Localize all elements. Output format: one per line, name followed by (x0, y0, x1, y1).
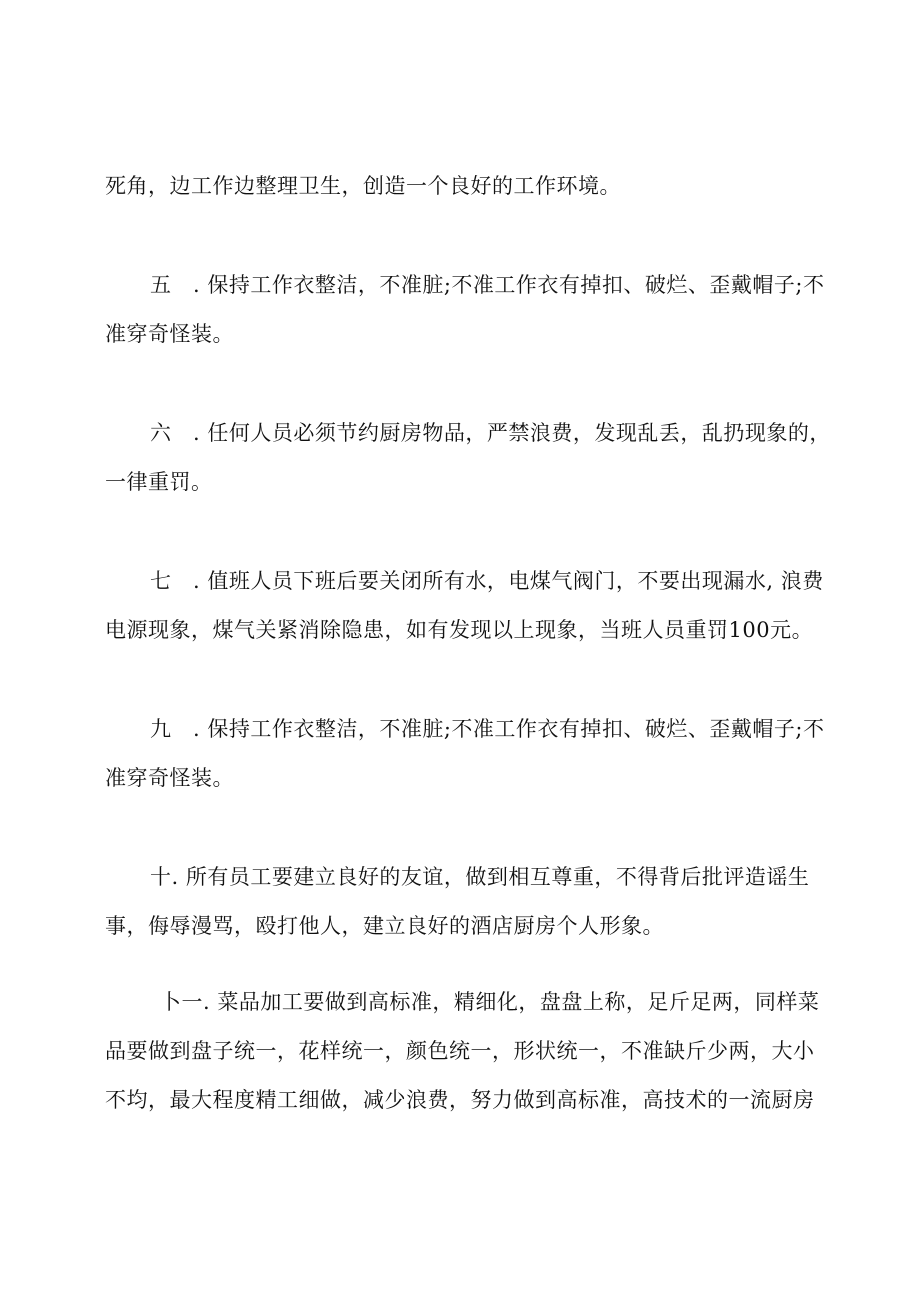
text-line: 不均，最大程度精工细做，减少浪费，努力做到高标准，高技术的一流厨房 (105, 1088, 815, 1112)
text-line: 品要做到盘子统一，花样统一，颜色统一，形状统一，不准缺斤少两，大小 (105, 1039, 815, 1063)
paragraph-item-9 (105, 705, 825, 803)
paragraph-item-11 (105, 978, 821, 1125)
text-line: 准穿奇怪装。 (105, 322, 234, 346)
text-line: 六 . 任何人员必须节约厨房物品，严禁浪费，发现乱丢，乱扔现象的， (150, 421, 831, 445)
paragraph-item-6 (105, 409, 831, 507)
paragraph-item-5 (105, 261, 825, 359)
paragraph-continuation (105, 162, 821, 211)
paragraph-item-10 (105, 853, 821, 951)
text-line: 一律重罚。 (105, 470, 213, 494)
paragraph-item-7 (105, 557, 824, 655)
text-line: 死角，边工作边整理卫生，创造一个良好的工作环境。 (105, 174, 621, 198)
text-line: 电源现象，煤气关紧消除隐患，如有发现以上现象，当班人员重罚100元。 (105, 618, 814, 642)
text-line: 十. 所有员工要建立良好的友谊，做到相互尊重，不得背后批评造谣生 (150, 865, 810, 889)
text-line: 卜一. 菜品加工要做到高标准，精细化，盘盘上称，足斤足两，同样菜 (160, 990, 820, 1014)
text-line: 五 . 保持工作衣整洁，不准脏;不准工作衣有掉扣、破烂、歪戴帽子;不 (150, 273, 825, 297)
text-line: 七 . 值班人员下班后要关闭所有水，电煤气阀门，不要出现漏水, 浪费 (150, 569, 824, 593)
text-line: 事，侮辱漫骂，殴打他人，建立良好的酒店厨房个人形象。 (105, 914, 664, 938)
text-line: 准穿奇怪装。 (105, 766, 234, 790)
text-line: 九 . 保持工作衣整洁，不准脏;不准工作衣有掉扣、破烂、歪戴帽子;不 (150, 717, 825, 741)
